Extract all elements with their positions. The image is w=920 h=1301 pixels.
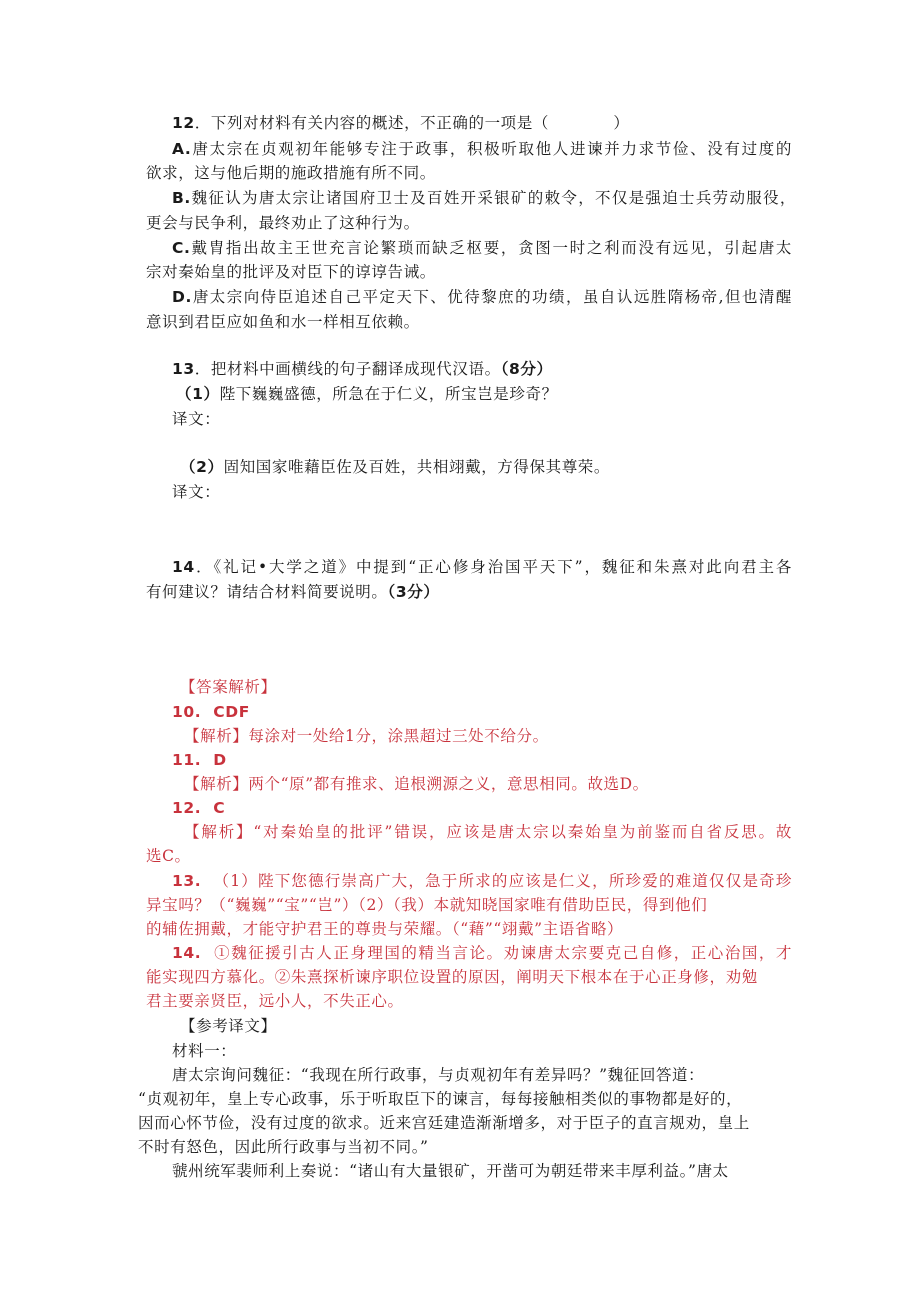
q13-sentence-1	[176, 383, 558, 405]
q14-line2	[146, 581, 439, 603]
q12-option-c-text1: 戴胄指出故主王世充言论繁琐而缺乏枢要，贪图一时之利而没有远见，引起唐太	[190, 239, 792, 257]
answer-13-line2: 异宝吗？（“巍巍”“宝”“岂”）（2）（我）本就知晓国家唯有借助臣民，得到他们	[146, 896, 708, 914]
reference-translation-heading: 【参考译文】	[180, 1017, 277, 1035]
answer-12-explanation-line2: 选C。	[146, 847, 191, 865]
answer-14-line3: 君主要亲贤臣，远小人，不失正心。	[146, 992, 404, 1010]
q13-score: （8分）	[500, 360, 553, 378]
answer-12-value: C	[213, 799, 226, 817]
q13-stem	[172, 358, 553, 380]
q12-option-c-line2: 宗对秦始皇的批评及对臣下的谆谆告诫。	[146, 263, 436, 281]
q12-option-d-line2: 意识到君臣应如鱼和水一样相互依赖。	[146, 313, 420, 331]
q14-number: 14	[172, 558, 195, 576]
answer-10-explanation: 【解析】每涂对一处给1分，涂黑超过三处不给分。	[184, 727, 549, 745]
q13-number: 13	[172, 360, 195, 378]
translation-line1: 唐太宗询问魏征：“我现在所行政事，与贞观初年有差异吗？”魏征回答道：	[172, 1066, 705, 1084]
q12-option-b-line1	[172, 187, 796, 209]
answer-10	[172, 701, 250, 723]
q12-option-a-label: A.	[172, 140, 192, 158]
q13-sentence-1-number: （1）	[176, 385, 220, 403]
q12-option-a-line2: 欲求，这与他后期的施政措施有所不同。	[146, 164, 436, 182]
q13-sentence-2	[180, 456, 610, 478]
answer-11-explanation: 【解析】两个“原”都有推求、追根溯源之义，意思相同。故选D。	[184, 775, 649, 793]
translation-line3: 因而心怀节俭，没有过度的欲求。近来宫廷建造渐渐增多，对于臣子的直言规劝，皇上	[138, 1114, 750, 1132]
answer-11	[172, 749, 227, 771]
q12-option-b-label: B.	[172, 189, 191, 207]
answer-14-number: 14.	[172, 944, 202, 962]
q13-sentence-2-number: （2）	[180, 458, 224, 476]
q12-option-c-label: C.	[172, 239, 191, 257]
answer-14-text1: ①魏征援引古人正身理国的精当言论。劝谏唐太宗要克己自修，正心治国，才	[214, 944, 792, 962]
q12-option-b-line2: 更会与民争利，最终劝止了这种行为。	[146, 214, 420, 232]
answer-13-line3: 的辅佐拥戴，才能守护君王的尊贵与荣耀。（“藉”“翊戴”主语省略）	[146, 920, 624, 938]
answer-11-number: 11.	[172, 751, 202, 769]
answer-12-number: 12.	[172, 799, 202, 817]
material-one-label: 材料一：	[172, 1042, 237, 1060]
answer-13-number: 13.	[172, 872, 202, 890]
answer-12-explanation-line1: 【解析】“对秦始皇的批评”错误，应该是唐太宗以秦始皇为前鉴而自省反思。故	[184, 823, 792, 841]
q13-sentence-1-text: 陛下巍巍盛德，所急在于仁义，所宝岂是珍奇？	[219, 385, 558, 403]
q12-option-c-line1	[172, 237, 792, 259]
answer-13-line1	[172, 870, 792, 892]
q14-line1	[172, 556, 792, 578]
answer-10-number: 10.	[172, 703, 202, 721]
q13-translation-2-label: 译文：	[172, 483, 221, 501]
q12-option-d-text1: 唐太宗向侍臣追述自己平定天下、优待黎庶的功绩，虽自认远胜隋杨帝,但也清醒	[191, 288, 792, 306]
q14-text2: 有何建议？请结合材料简要说明。	[146, 583, 388, 601]
translation-line5: 虢州统军裴师利上奏说：“诸山有大量银矿，开凿可为朝廷带来丰厚利益。”唐太	[172, 1162, 729, 1180]
translation-line2: “贞观初年，皇上专心政事，乐于听取臣下的谏言，每每接触相类似的事物都是好的，	[138, 1090, 743, 1108]
translation-line4: 不时有怒色，因此所行政事与当初不同。”	[138, 1138, 429, 1156]
answer-14-line1	[172, 942, 792, 964]
answer-10-value: CDF	[213, 703, 250, 721]
answer-11-value: D	[213, 751, 227, 769]
answer-13-text1: （1）陛下您德行崇高广大，急于所求的应该是仁义，所珍爱的难道仅仅是奇珍	[213, 872, 792, 890]
q13-stem-text: ．把材料中画横线的句子翻译成现代汉语。	[194, 360, 501, 378]
q12-number: 12	[172, 114, 195, 132]
answer-heading: 【答案解析】	[180, 678, 277, 696]
q12-option-d-label: D.	[172, 288, 192, 306]
q13-translation-1-label: 译文：	[172, 410, 221, 428]
q14-score: （3分）	[387, 583, 440, 601]
q14-text1: ．《礼记•大学之道》中提到“正心修身治国平天下”，魏征和朱熹对此向君主各	[194, 558, 792, 576]
answer-14-line2: 能实现四方慕化。②朱熹探析谏序职位设置的原因，阐明天下根本在于心正身修，劝勉	[146, 968, 758, 986]
answer-12	[172, 797, 225, 819]
q12-option-a-line1	[172, 138, 792, 160]
q12-option-a-text1: 唐太宗在贞观初年能够专注于政事，积极听取他人进谏并力求节俭、没有过度的	[191, 140, 792, 158]
q13-sentence-2-text: 固知国家唯藉臣佐及百姓，共相翊戴，方得保其尊荣。	[223, 458, 610, 476]
q12-stem-text: ．下列对材料有关内容的概述，不正确的一项是（ ）	[194, 114, 630, 132]
q12-stem	[172, 112, 629, 134]
q12-option-b-text1: 魏征认为唐太宗让诸国府卫士及百姓开采银矿的敕令，不仅是强迫士兵劳动服役，	[190, 189, 796, 207]
q12-option-d-line1	[172, 286, 792, 308]
